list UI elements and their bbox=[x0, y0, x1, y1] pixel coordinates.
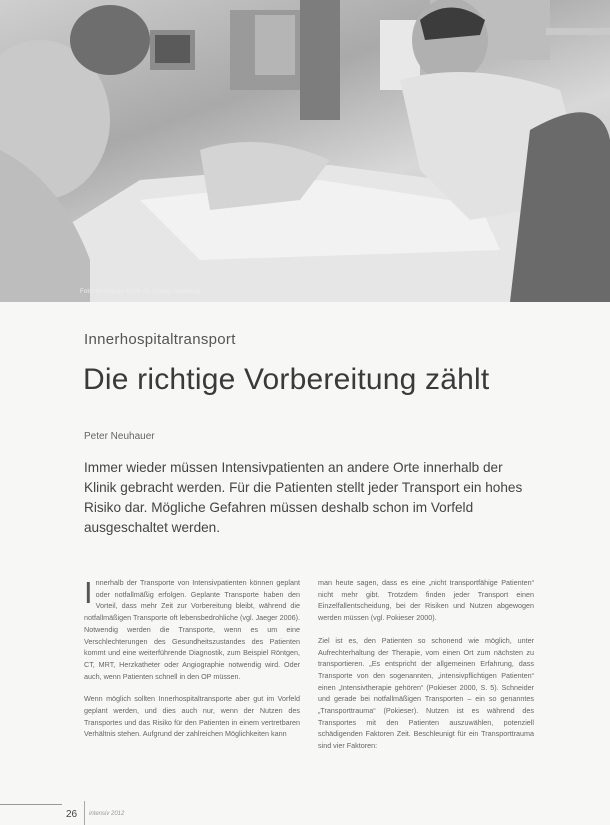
article-column-left bbox=[84, 577, 300, 740]
article-column-right bbox=[318, 577, 534, 752]
article-photo bbox=[0, 0, 610, 302]
article-lead: Immer wieder müssen Intensivpatienten an andere Orte innerhalb der Klinik gebracht werden. Für die Patienten stellt jeder Transport ein hohes Risiko dar. Mögliche Gefahren müssen deshalb schon im Vorfeld ausgeschaltet werden. bbox=[84, 460, 523, 535]
left-paragraph-1 bbox=[84, 577, 300, 682]
photo-credit: Foto: Asklepios Klinik St. Georg, Hamburg bbox=[80, 289, 201, 295]
left-paragraph-1-text: nnerhalb der Transporte von Intensivpatienten können geplant oder notfallmäßig erfolgen. Geplante Transporte haben den Vorteil, dass mehr Zeit zur Vorbereitung bleibt, während die notfallmäßigen Transporte oft lebensbedrohliche (vgl. Jaeger 2006). Notwendig werden die Transporte, wenn es um eine Verschlechterungen des Gesundheitszustandes des Patienten kommt und eine weiterführende Diagnostik, zum Beispiel Röntgen, CT, MRT, Herzkatheter oder Angiographie notwendig wird. Oder auch, wenn Patienten schnell in den OP müssen. bbox=[84, 578, 300, 681]
page-number: 26 bbox=[66, 809, 78, 820]
article-author: Peter Neuhauer bbox=[84, 431, 155, 442]
article-title: Die richtige Vorbereitung zählt bbox=[83, 363, 490, 396]
drop-cap: I bbox=[84, 575, 93, 610]
photo-illustration bbox=[0, 0, 610, 302]
article-kicker: Innerhospitaltransport bbox=[84, 331, 236, 348]
footer-magazine-name: intensiv 2012 bbox=[89, 811, 125, 817]
footer-rule bbox=[0, 804, 62, 805]
footer-divider bbox=[84, 801, 85, 825]
right-paragraph-1: man heute sagen, dass es eine „nicht transportfähige Patienten“ nicht mehr gibt. Trotzdem finden jeder Transport einen Einzelfallentscheidung, bei der Risiken und Nutzen abgewogen werden müssen (vgl. Pokieser 2000). bbox=[318, 578, 534, 623]
page-tab-marker bbox=[546, 28, 610, 35]
left-paragraph-2: Wenn möglich sollten Innerhospitaltransporte aber gut im Vorfeld geplant werden, und dies auch nur, wenn der Nutzen des Transportes und das Risiko für den Patienten in einem vertretbaren Verhältnis stehen. Aufgrund der zahlreichen Möglichkeiten kann bbox=[84, 694, 300, 739]
right-paragraph-2: Ziel ist es, den Patienten so schonend wie möglich, unter Aufrechterhaltung der Therapie, vom einen Ort zum nächsten zu transportieren. „Es entspricht der allgemeinen Erfahrung, dass Transporte von den sogenannten, „intensivpflichtigen Patienten“ einen „Intensivtherapie gehören“ (Pokieser 2000, S. 5). Schneider und gerade bei notfallmäßigen Transporten – ein so genanntes „Transporttrauma“ (Pokieser). Nutzen ist es während des Transportes mit den Patienten auszuwählen, potenziell schädigenden Faktoren Zeit. Beschleunigt für ein Transporttrauma sind vier Faktoren: bbox=[318, 635, 534, 751]
